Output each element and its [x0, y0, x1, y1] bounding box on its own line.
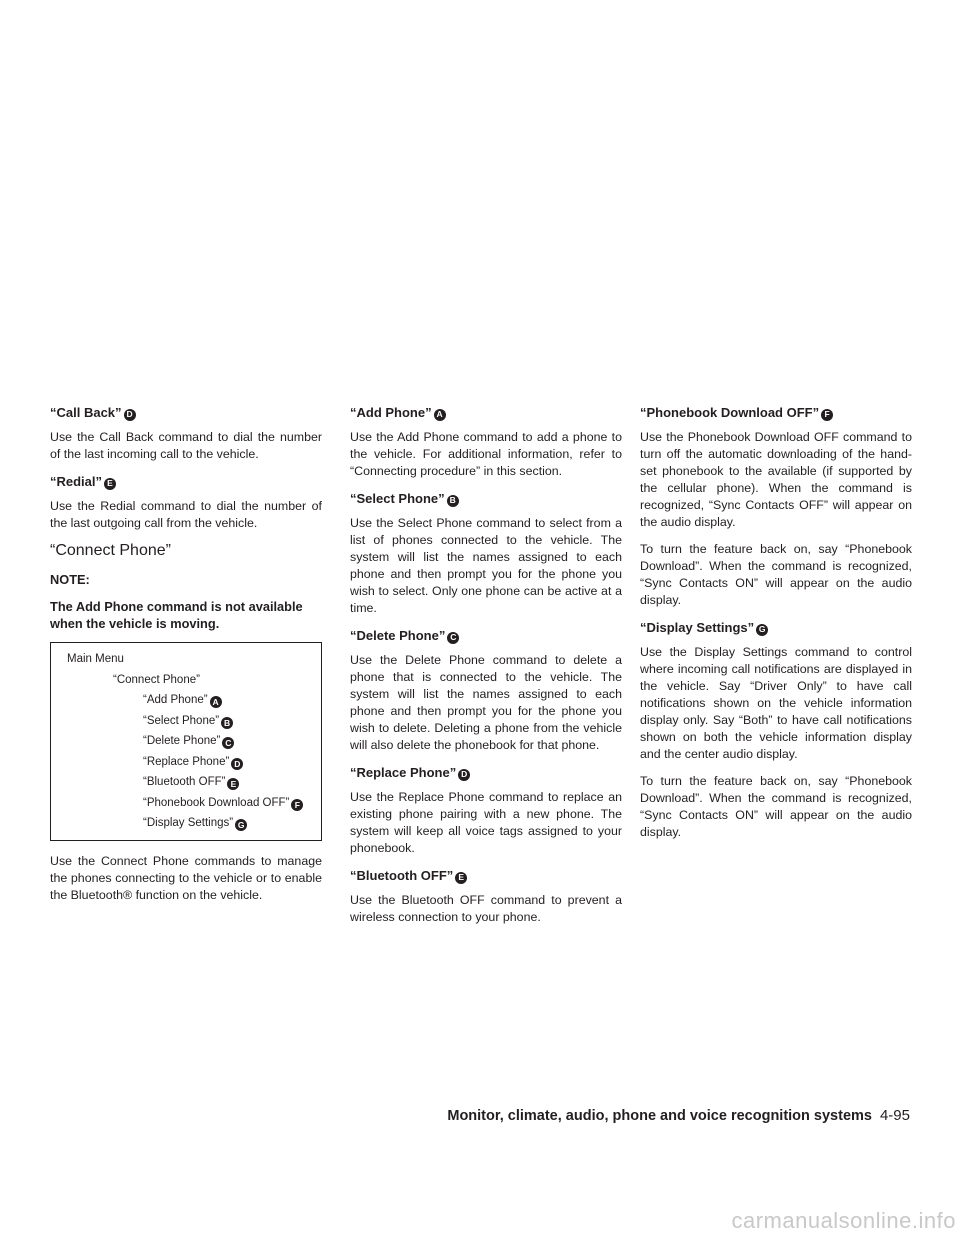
- callout-b-icon: B: [221, 717, 233, 729]
- column-left: [50, 404, 322, 914]
- callout-e-icon: E: [104, 478, 116, 490]
- menu-root: Main Menu: [67, 653, 124, 665]
- bluetooth-off-text: Use the Bluetooth OFF command to prevent a wireless connection to your phone.: [350, 893, 622, 924]
- note-label: NOTE:: [50, 572, 90, 587]
- heading-select-phone: “Select Phone” B: [350, 490, 622, 507]
- heading-redial: “Redial” E: [50, 473, 322, 490]
- menu-item: “Add Phone” A: [67, 690, 313, 711]
- callout-d-icon: D: [458, 769, 470, 781]
- menu-item: “Bluetooth OFF” E: [67, 772, 313, 793]
- heading-add-phone: “Add Phone” A: [350, 404, 622, 421]
- menu-tree: [50, 642, 322, 841]
- heading-phonebook-download-off: “Phonebook Download OFF” F: [640, 404, 912, 421]
- page-footer: [310, 1107, 910, 1124]
- note-text: The Add Phone command is not available when the vehicle is moving.: [50, 599, 303, 631]
- section-title: “Connect Phone”: [50, 542, 171, 559]
- delete-phone-text: Use the Delete Phone command to delete a phone that is connected to the vehicle. The system will list the names assigned to each phone and then prompt you for the phone you wish to delete. Deleting a phone from the vehicle will also delete the phonebook for that phone.: [350, 653, 622, 752]
- display-settings-text: Use the Display Settings command to control where incoming call notifications are displayed in the vehicle. Say “Driver Only” to have call notifications shown on the vehicle information display only. Say “Both” to have call notifications shown on both the vehicle information display and the center audio display.: [640, 645, 912, 761]
- callout-e-icon: E: [227, 778, 239, 790]
- menu-item: “Delete Phone” C: [67, 731, 313, 752]
- callout-e-icon: E: [455, 872, 467, 884]
- heading-bluetooth-off: “Bluetooth OFF” E: [350, 867, 622, 884]
- heading-call-back: “Call Back” D: [50, 404, 322, 421]
- connect-phone-text: Use the Connect Phone commands to manage the phones connecting to the vehicle or to enable the Bluetooth® function on the vehicle.: [50, 853, 322, 902]
- redial-text: Use the Redial command to dial the number of the last outgoing call from the vehicle.: [50, 499, 322, 530]
- menu-item: “Replace Phone” D: [67, 752, 313, 773]
- callout-b-icon: B: [447, 495, 459, 507]
- callout-c-icon: C: [222, 737, 234, 749]
- callout-g-icon: G: [756, 624, 768, 636]
- heading-delete-phone: “Delete Phone” C: [350, 627, 622, 644]
- replace-phone-text: Use the Replace Phone command to replace an existing phone pairing with a new phone. The system will keep all voice tags assigned to your phonebook.: [350, 790, 622, 855]
- heading-replace-phone: “Replace Phone” D: [350, 764, 622, 781]
- menu-item: “Select Phone” B: [67, 711, 313, 732]
- callout-a-icon: A: [434, 409, 446, 421]
- callout-a-icon: A: [210, 696, 222, 708]
- menu-item: “Phonebook Download OFF” F: [67, 793, 313, 814]
- call-back-text: Use the Call Back command to dial the number of the last incoming call to the vehicle.: [50, 430, 322, 461]
- callout-d-icon: D: [124, 409, 136, 421]
- callout-c-icon: C: [447, 632, 459, 644]
- callout-f-icon: F: [291, 799, 303, 811]
- footer-section-title: Monitor, climate, audio, phone and voice recognition systems: [447, 1108, 872, 1124]
- callout-g-icon: G: [235, 819, 247, 831]
- callout-f-icon: F: [821, 409, 833, 421]
- menu-sub: “Connect Phone”: [113, 673, 200, 686]
- menu-item: “Display Settings” G: [67, 813, 313, 834]
- display-settings-text-2: To turn the feature back on, say “Phonebook Download”. When the command is recognized, “Sync Contacts ON” will appear on the audio display.: [640, 774, 912, 839]
- heading-display-settings: “Display Settings” G: [640, 619, 912, 636]
- page-number: 4-95: [879, 1107, 910, 1124]
- phonebook-text: Use the Phonebook Download OFF command to turn off the automatic downloading of the hand-set phonebook to the available (if supported by the cellular phone). When the command is recognized, “Sync Contacts OFF” will appear on the audio display.: [640, 430, 912, 529]
- callout-d-icon: D: [231, 758, 243, 770]
- add-phone-text: Use the Add Phone command to add a phone to the vehicle. For additional information, refer to “Connecting procedure” in this section.: [350, 430, 622, 478]
- phonebook-text-2: To turn the feature back on, say “Phonebook Download”. When the command is recognized, “Sync Contacts ON” will appear on the audio display.: [640, 542, 912, 607]
- watermark: carmanualsonline.info: [731, 1208, 956, 1233]
- column-middle: [350, 404, 622, 936]
- select-phone-text: Use the Select Phone command to select from a list of phones connected to the vehicle. The system will list the names assigned to each phone and then prompt you for the phone you wish to select. Only one phone can be active at a time.: [350, 516, 622, 615]
- column-right: [640, 404, 912, 851]
